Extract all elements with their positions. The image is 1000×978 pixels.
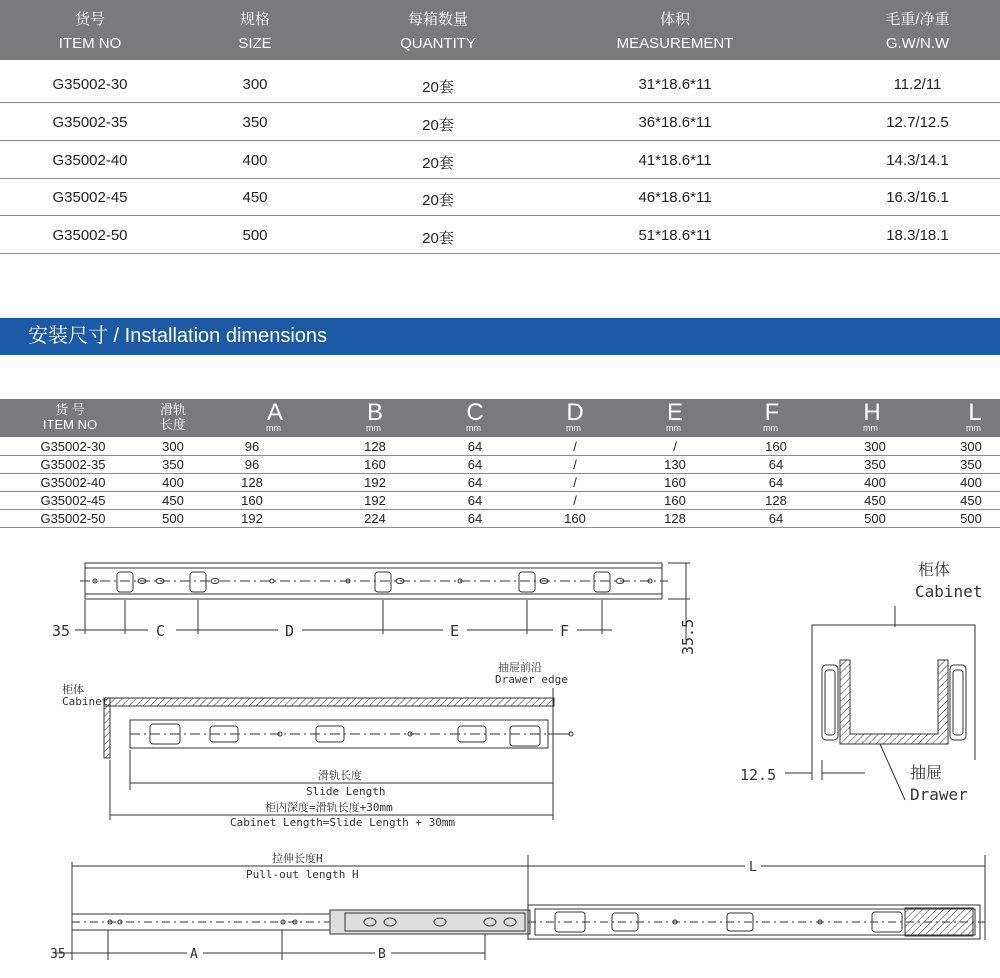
cell-item-no: G35002-40 xyxy=(52,152,128,169)
cell-b: 128 xyxy=(364,439,386,454)
dim-f-label: F xyxy=(560,622,570,640)
header-weight: 毛重/净重 G.W/N.W xyxy=(885,11,950,52)
dim-l-label: L xyxy=(749,860,757,875)
cell-weight: 16.3/16.1 xyxy=(886,189,949,206)
cell-h: 350 xyxy=(864,457,886,472)
pullout-view xyxy=(55,855,985,960)
cell-quantity: 20套 xyxy=(422,79,454,96)
header-letter-c: C xyxy=(466,399,484,426)
cell-size: 450 xyxy=(242,189,268,206)
section-banner xyxy=(0,318,1000,355)
header-slide-length: 滑轨 长度 xyxy=(159,402,186,432)
header-letter-b: B xyxy=(366,399,383,426)
cell-f: 64 xyxy=(768,511,784,526)
cell-d: / xyxy=(573,457,577,472)
header-item-no: 货号 ITEM NO xyxy=(58,11,122,52)
cell-a: 96 xyxy=(244,457,260,472)
dim-35-bottom-label: 35 xyxy=(50,947,66,962)
header-letter-h: H xyxy=(863,399,881,426)
cell-size: 500 xyxy=(242,227,268,244)
cell-c: 64 xyxy=(467,439,483,454)
drawer-edge-en-label: Drawer edge xyxy=(495,673,568,686)
dim-b-label: B xyxy=(378,947,386,962)
cell-h: 400 xyxy=(864,475,886,490)
table-row xyxy=(0,456,1000,474)
cell-d: 160 xyxy=(564,511,586,526)
installation-drawing xyxy=(0,540,1000,978)
cell-e: / xyxy=(673,439,677,454)
cell-l: 450 xyxy=(960,493,982,508)
cell-h: 450 xyxy=(864,493,886,508)
cabinet-zh-label: 柜体 xyxy=(62,683,84,696)
cabinet-en-label: Cabinet xyxy=(62,695,109,708)
pullout-en-label: Pull-out length H xyxy=(246,868,359,881)
right-cabinet-zh-label: 柜体 xyxy=(918,560,951,579)
cell-quantity: 20套 xyxy=(422,230,454,247)
cell-size: 400 xyxy=(242,152,268,169)
cell-e: 160 xyxy=(664,493,686,508)
cell-a: 128 xyxy=(241,475,263,490)
header-measurement: 体积 MEASUREMENT xyxy=(616,11,734,52)
dim-c-label: C xyxy=(156,622,166,640)
cell-e: 160 xyxy=(664,475,686,490)
cell-l: 300 xyxy=(960,439,982,454)
cell-measurement: 41*18.6*11 xyxy=(638,152,712,169)
dim-e-label: E xyxy=(450,622,460,640)
cabinet-length-en-label: Cabinet Length=Slide Length + 30mm xyxy=(230,816,456,829)
cell-c: 64 xyxy=(467,457,483,472)
table-row xyxy=(0,474,1000,492)
header-letter-f: F xyxy=(764,399,780,426)
header-item-no: 货 号 ITEM NO xyxy=(42,402,98,432)
header-letter-l: L xyxy=(968,399,982,426)
table-row xyxy=(0,178,1000,216)
cell-e: 128 xyxy=(664,511,686,526)
table-row xyxy=(0,510,1000,528)
right-drawer-en-label: Drawer xyxy=(910,785,968,804)
slide-length-zh-label: 滑轨长度 xyxy=(318,769,362,782)
cell-length: 500 xyxy=(162,511,184,526)
cell-weight: 12.7/12.5 xyxy=(886,114,949,131)
header-unit-d: mm xyxy=(566,423,581,433)
table-row xyxy=(0,216,1000,254)
header-unit-b: mm xyxy=(366,423,381,433)
pullout-zh-label: 拉伸长度H xyxy=(272,852,323,865)
cell-size: 300 xyxy=(242,76,268,93)
dim-35-label: 35 xyxy=(52,622,71,640)
cell-length: 300 xyxy=(162,439,184,454)
cell-c: 64 xyxy=(467,511,483,526)
header-quantity: 每箱数量 QUANTITY xyxy=(400,11,476,52)
table2-header xyxy=(0,399,1000,437)
cell-item-no: G35002-35 xyxy=(52,114,128,131)
cell-f: 128 xyxy=(765,493,787,508)
cell-b: 192 xyxy=(364,493,386,508)
cell-item-no: G35002-40 xyxy=(40,475,106,490)
table-row xyxy=(0,438,1000,456)
header-letter-e: E xyxy=(666,399,683,426)
cell-item-no: G35002-45 xyxy=(40,493,106,508)
cell-l: 350 xyxy=(960,457,982,472)
dim-a-label: A xyxy=(190,947,198,962)
cell-size: 350 xyxy=(242,114,268,131)
cell-a: 96 xyxy=(244,439,260,454)
cell-weight: 11.2/11 xyxy=(893,76,942,93)
header-unit-a: mm xyxy=(266,423,281,433)
cell-length: 350 xyxy=(162,457,184,472)
cell-length: 400 xyxy=(162,475,184,490)
table-row xyxy=(0,65,1000,103)
header-size: 规格 SIZE xyxy=(238,11,272,52)
cell-l: 400 xyxy=(960,475,982,490)
cell-a: 192 xyxy=(241,511,263,526)
header-unit-h: mm xyxy=(863,423,878,433)
cell-h: 300 xyxy=(864,439,886,454)
cell-weight: 14.3/14.1 xyxy=(886,152,949,169)
cell-f: 160 xyxy=(765,439,787,454)
table-row xyxy=(0,103,1000,141)
header-letter-d: D xyxy=(566,399,584,426)
cell-a: 160 xyxy=(241,493,263,508)
cell-d: / xyxy=(573,493,577,508)
cell-item-no: G35002-45 xyxy=(52,189,128,206)
header-letter-a: A xyxy=(266,399,283,426)
cell-f: 64 xyxy=(768,475,784,490)
cross-section-view xyxy=(785,606,975,800)
cell-d: / xyxy=(573,439,577,454)
table-row xyxy=(0,492,1000,510)
cell-quantity: 20套 xyxy=(422,192,454,209)
cell-b: 160 xyxy=(364,457,386,472)
cell-measurement: 46*18.6*11 xyxy=(638,189,712,206)
cabinet-length-zh-label: 柜内深度=滑轨长度+30mm xyxy=(265,801,393,814)
dim-d-label: D xyxy=(285,622,295,640)
cell-item-no: G35002-35 xyxy=(40,457,106,472)
header-unit-e: mm xyxy=(666,423,681,433)
cell-weight: 18.3/18.1 xyxy=(886,227,949,244)
cell-measurement: 36*18.6*11 xyxy=(638,114,712,131)
slide-length-en-label: Slide Length xyxy=(306,785,386,798)
cell-item-no: G35002-50 xyxy=(40,511,106,526)
table1-header xyxy=(0,0,1000,60)
cell-c: 64 xyxy=(467,493,483,508)
cell-h: 500 xyxy=(864,511,886,526)
header-unit-f: mm xyxy=(763,423,778,433)
cell-item-no: G35002-30 xyxy=(40,439,106,454)
cell-b: 192 xyxy=(364,475,386,490)
cell-quantity: 20套 xyxy=(422,155,454,172)
header-unit-c: mm xyxy=(466,423,481,433)
cell-l: 500 xyxy=(960,511,982,526)
cell-quantity: 20套 xyxy=(422,117,454,134)
cell-item-no: G35002-50 xyxy=(52,227,128,244)
cell-e: 130 xyxy=(664,457,686,472)
cell-c: 64 xyxy=(467,475,483,490)
table-row xyxy=(0,141,1000,179)
gap-12-5-label: 12.5 xyxy=(740,766,777,784)
drawer-edge-zh-label: 抽屉前沿 xyxy=(498,661,542,674)
right-cabinet-en-label: Cabinet xyxy=(915,582,983,601)
header-unit-l: mm xyxy=(966,423,981,433)
cell-measurement: 31*18.6*11 xyxy=(638,76,712,93)
cell-f: 64 xyxy=(768,457,784,472)
cell-measurement: 51*18.6*11 xyxy=(638,227,712,244)
cell-length: 450 xyxy=(162,493,184,508)
right-drawer-zh-label: 抽屉 xyxy=(910,763,943,782)
cell-d: / xyxy=(573,475,577,490)
cell-item-no: G35002-30 xyxy=(52,76,128,93)
section-title: 安装尺寸 / Installation dimensions xyxy=(28,325,328,347)
dim-35-5-label: 35.5 xyxy=(679,618,697,655)
cell-b: 224 xyxy=(364,511,386,526)
